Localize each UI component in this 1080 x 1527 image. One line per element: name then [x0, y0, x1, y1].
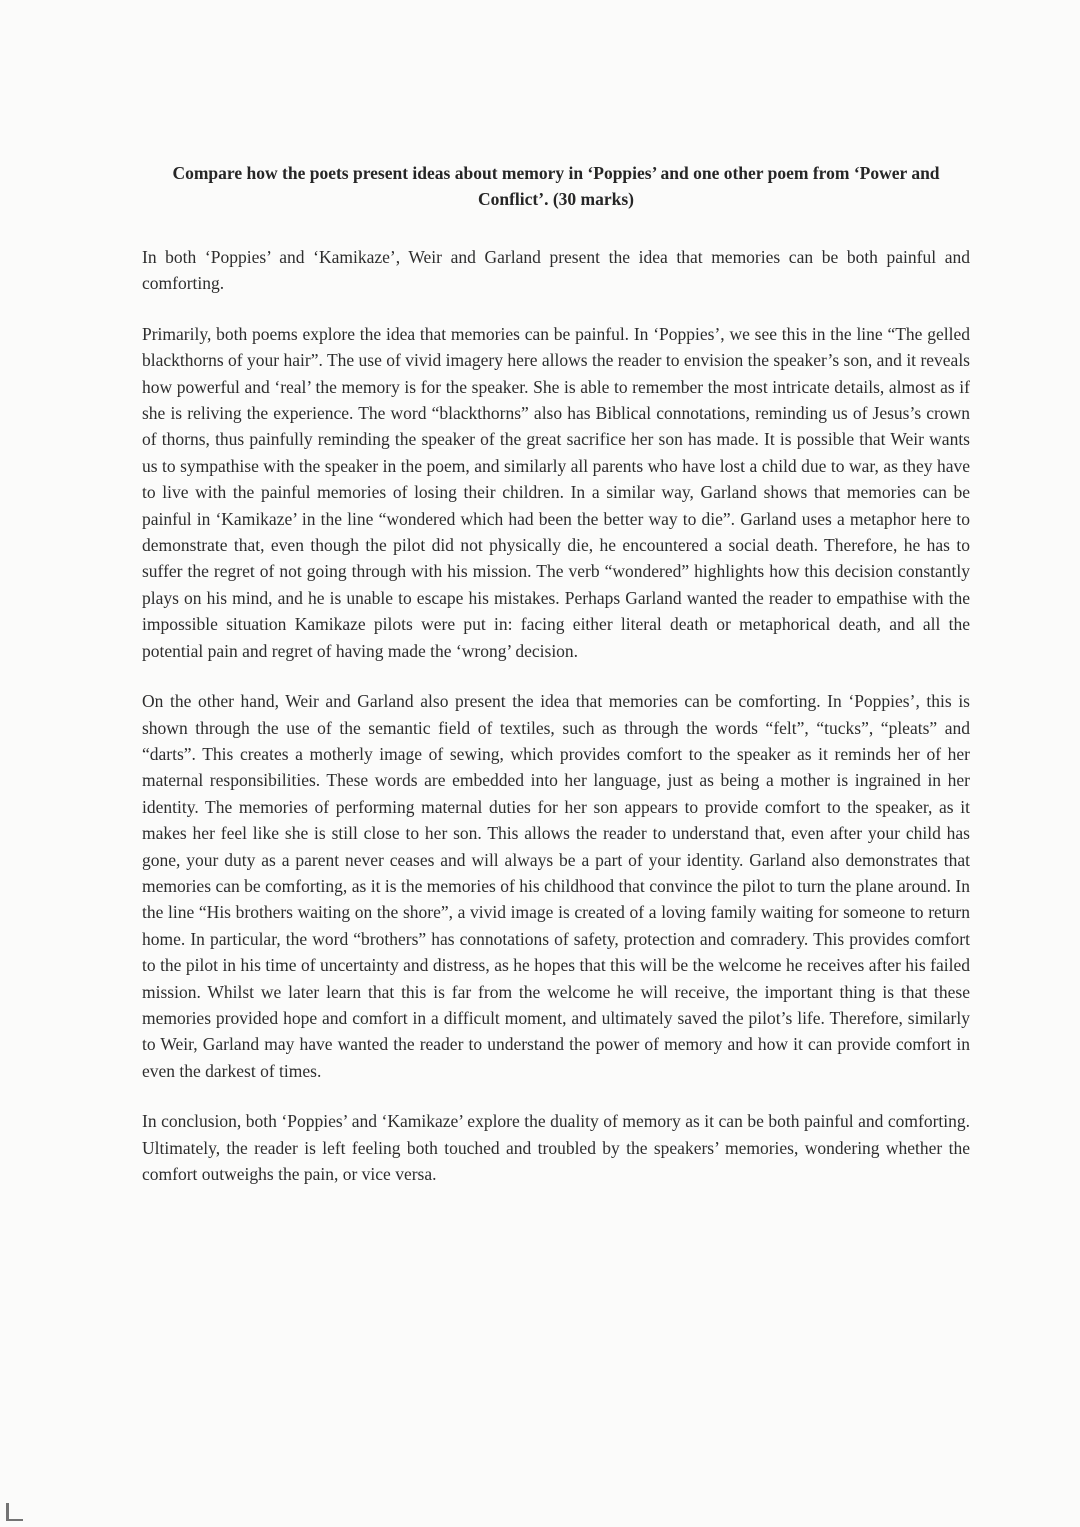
painful-memories-paragraph: Primarily, both poems explore the idea that memories can be painful. In ‘Poppies’, we see this in the line “The gelled blackthorns of your hair”. The use of vivid imagery here allows the reader to envision the speaker’s son, and it reveals how powerful and ‘real’ the memory is for the speaker. She is able to remember the most intricate details, almost as if she is reliving the experience. The word “blackthorns” also has Biblical connotations, reminding us of Jesus’s crown of thorns, thus painfully reminding the speaker of the great sacrifice her son has made. It is possible that Weir wants us to sympathise with the speaker in the poem, and similarly all parents who have lost a child due to war, as they have to live with the painful memories of losing their children. In a similar way, Garland shows that memories can be painful in ‘Kamikaze’ in the line “wondered which had been the better way to die”. Garland uses a metaphor here to demonstrate that, even though the pilot did not physically die, he encountered a social death. Therefore, he has to suffer the regret of not going through with his mission. The verb “wondered” highlights how this decision constantly plays on his mind, and he is unable to escape his mistakes. Perhaps Garland wanted the reader to empathise with the impossible situation Kamikaze pilots were put in: facing either literal death or metaphorical death, and all the potential pain and regret of having made the ‘wrong’ decision. [142, 323, 970, 661]
essay-body [142, 160, 970, 1211]
conclusion-paragraph: In conclusion, both ‘Poppies’ and ‘Kamikaze’ explore the duality of memory as it can be both painful and comforting. Ultimately, the reader is left feeling both touched and troubled by the speakers’ memories, wondering whether the comfort outweighs the pain, or vice versa. [142, 1111, 970, 1184]
scan-corner-mark [6, 1503, 23, 1521]
essay-question: Compare how the poets present ideas about memory in ‘Poppies’ and one other poem from ‘Power and Conflict’. (30 marks) [172, 163, 940, 209]
introduction-paragraph: In both ‘Poppies’ and ‘Kamikaze’, Weir and Garland present the idea that memories can be both painful and comforting. [142, 247, 970, 294]
comforting-memories-paragraph: On the other hand, Weir and Garland also present the idea that memories can be comforting. In ‘Poppies’, this is shown through the use of the semantic field of textiles, such as through the words “felt”, “tucks”, “pleats” and “darts”. This creates a motherly image of sewing, which provides comfort to the speaker as it reminds her of her maternal responsibilities. These words are embedded into her language, just as being a mother is ingrained in her identity. The memories of performing maternal duties for her son appears to provide comfort to the speaker, as it makes her feel like she is still close to her son. This allows the reader to understand that, even after your child has gone, your duty as a parent never ceases and will always be a part of your identity. Garland also demonstrates that memories can be comforting, as it is the memories of his childhood that convince the pilot to turn the plane around. In the line “His brothers waiting on the shore”, a vivid image is created of a loving family waiting for someone to return home. In particular, the word “brothers” has connotations of safety, protection and comradery. This provides comfort to the pilot in his time of uncertainty and distress, as he hopes that this will be the welcome he receives after his failed mission. Whilst we later learn that this is far from the welcome he will receive, the important thing is that these memories provided hope and comfort in a difficult moment, and ultimately saved the pilot’s life. Therefore, similarly to Weir, Garland may have wanted the reader to understand the power of memory and how it can provide comfort in even the darkest of times. [142, 691, 970, 1081]
